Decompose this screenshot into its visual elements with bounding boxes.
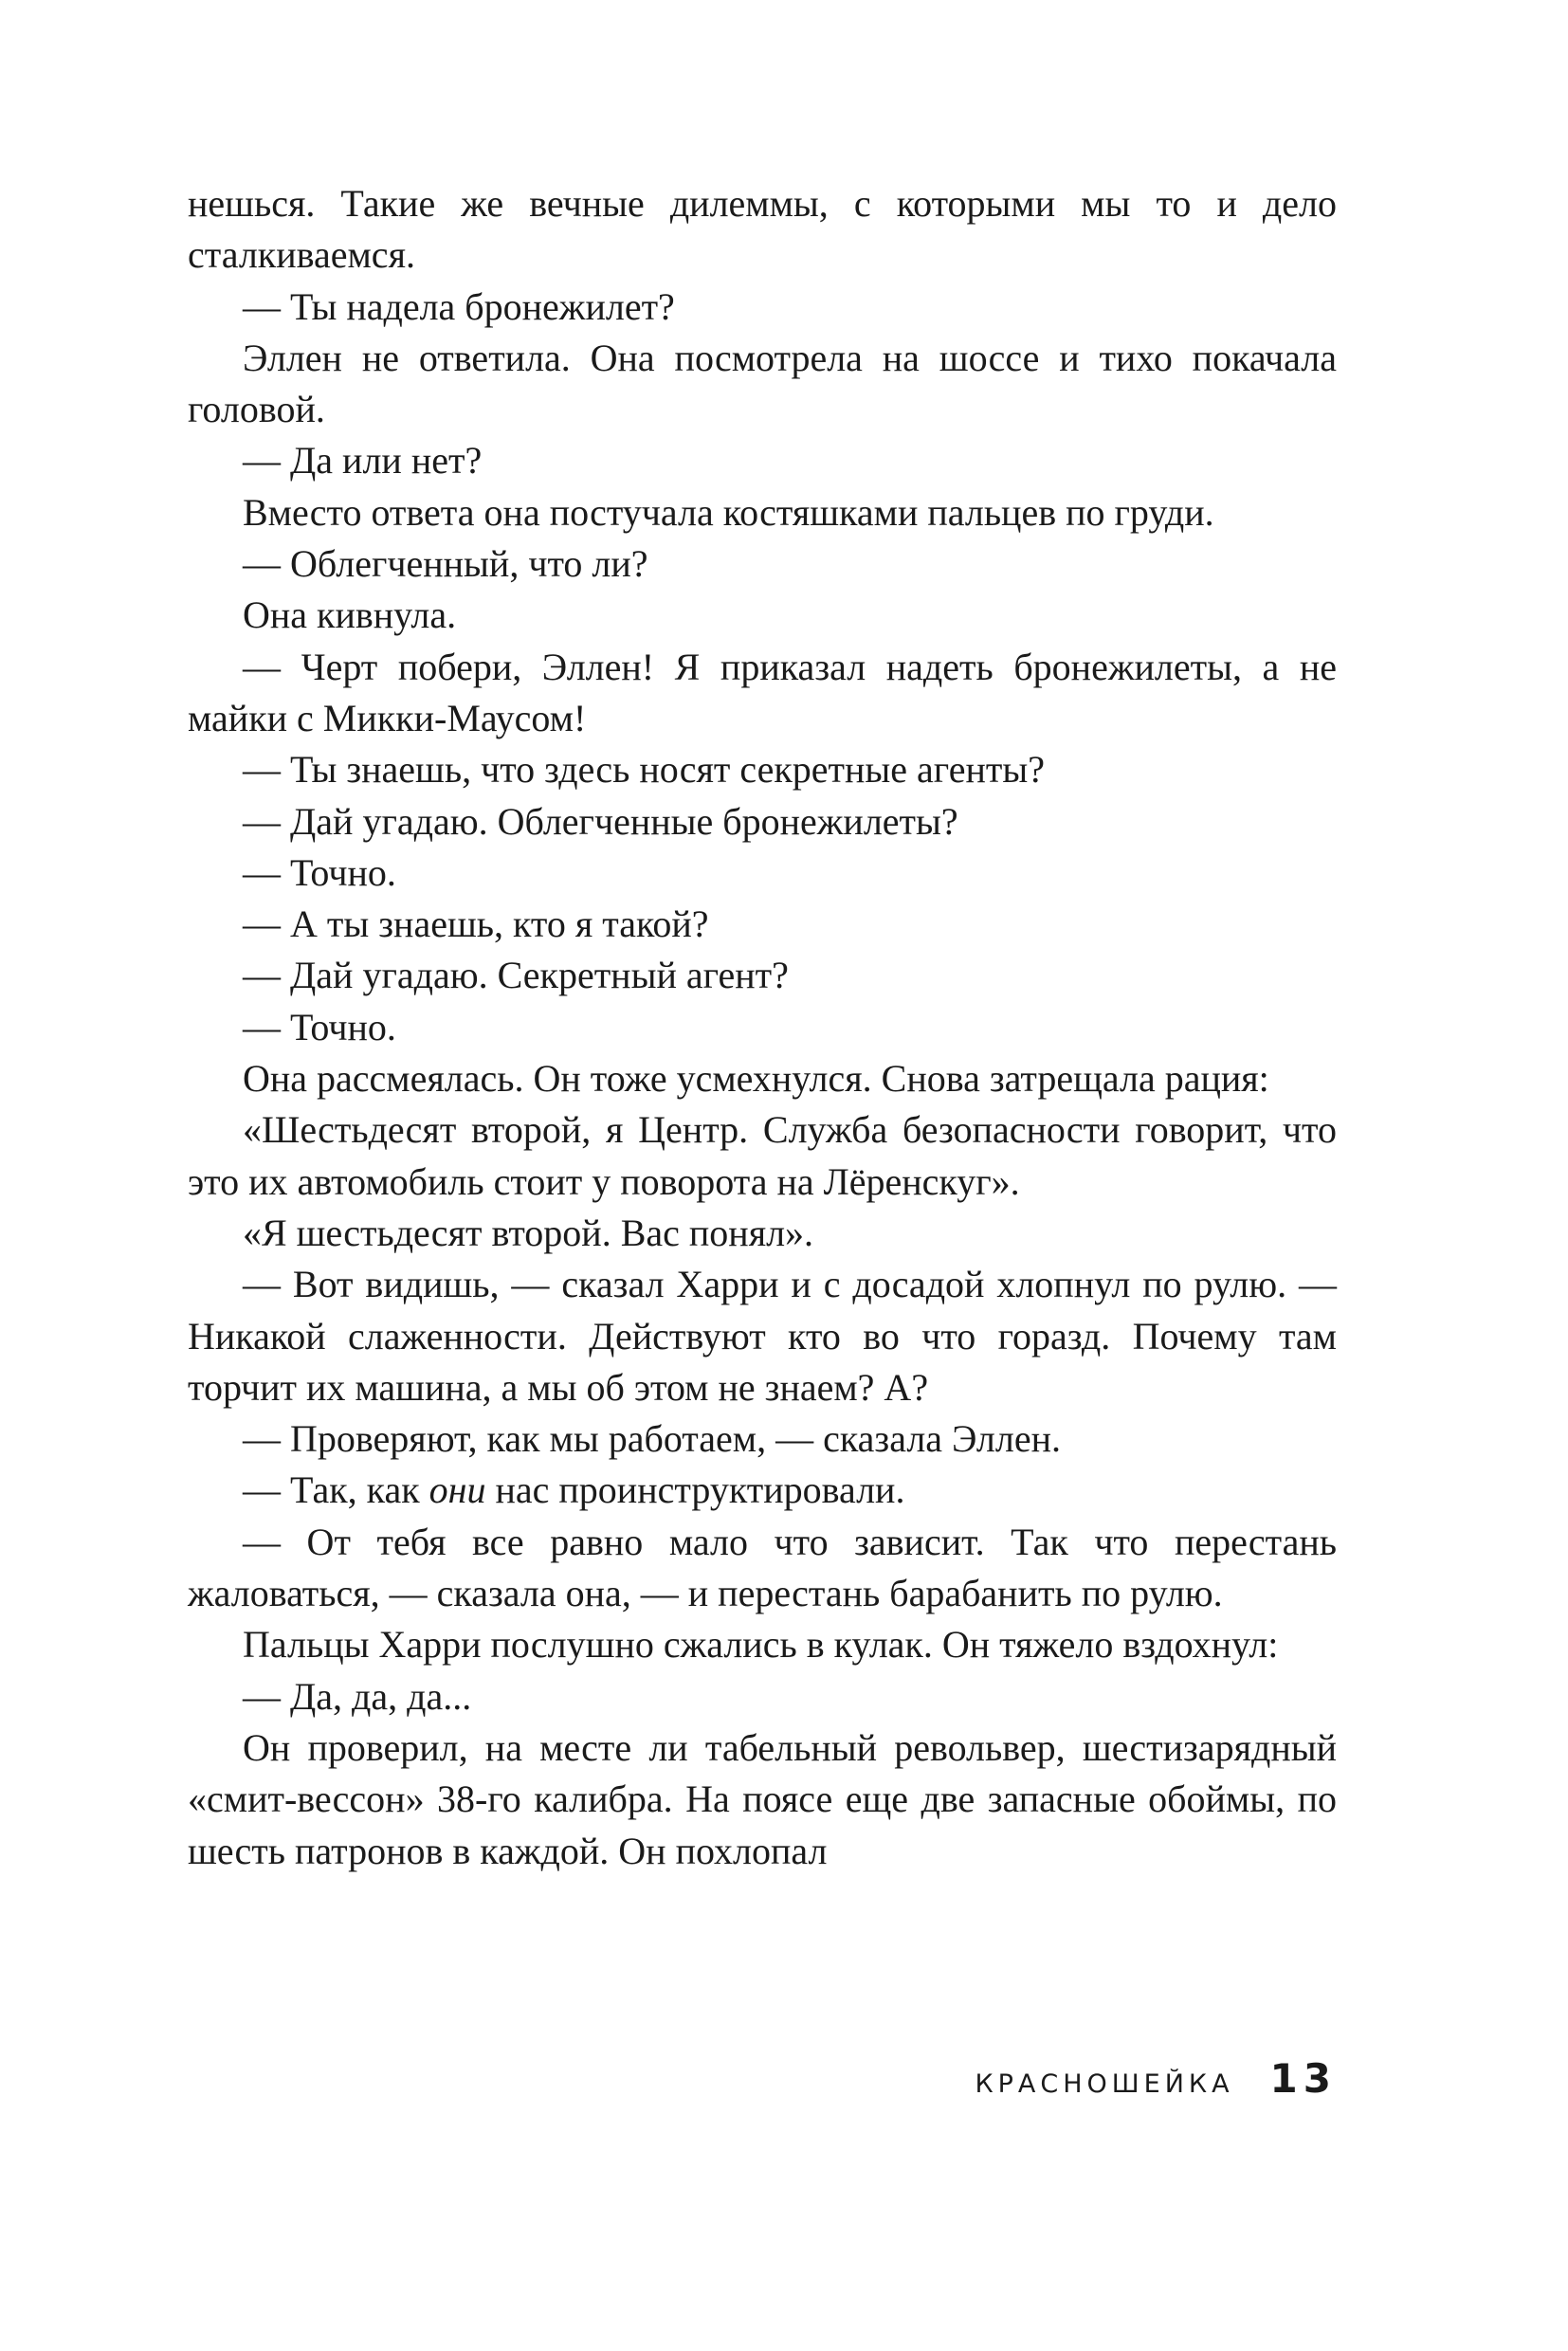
paragraph: Она кивнула.	[243, 593, 457, 637]
paragraph: «Шестьдесят второй, я Центр. Служба безопасности говорит, что это их автомобиль стоит у поворота на Лёренскуг».	[188, 1108, 1337, 1203]
paragraph: — Точно.	[243, 1005, 396, 1048]
paragraph: Он проверил, на месте ли табельный револьвер, шестизарядный «смит-вессон» 38-го калибра. На поясе еще две запасные обоймы, по шесть патронов в каждой. Он похлопал	[188, 1725, 1337, 1872]
paragraph: Пальцы Харри послушно сжались в кулак. Он тяжело вздохнул:	[243, 1623, 1279, 1667]
paragraph: — А ты знаешь, кто я такой?	[243, 902, 709, 946]
paragraph: — Точно.	[243, 850, 396, 894]
paragraph: — Дай угадаю. Облегченные бронежилеты?	[243, 799, 958, 843]
paragraph: — Да, да, да...	[243, 1674, 472, 1718]
paragraph: — Вот видишь, — сказал Харри и с досадой хлопнул по рулю. — Никакой слаженности. Действуют кто во что горазд. Почему там торчит их машина, а мы об этом не знаем? А?	[188, 1263, 1337, 1409]
paragraph: нешься. Такие же вечные дилеммы, с которыми мы то и дело сталкиваемся.	[188, 182, 1337, 277]
paragraph: «Я шестьдесят второй. Вас понял».	[243, 1211, 814, 1254]
page-footer	[975, 2055, 1337, 2103]
paragraph: Эллен не ответила. Она посмотрела на шоссе и тихо покачала головой.	[188, 336, 1337, 431]
running-head: КРАСНОШЕЙКА	[975, 2069, 1234, 2099]
paragraph: Она рассмеялась. Он тоже усмехнулся. Снова затрещала рация:	[243, 1057, 1269, 1101]
body-text	[188, 178, 1337, 1877]
paragraph: — Ты знаешь, что здесь носят секретные агенты?	[243, 748, 1045, 792]
paragraph: — Облегченный, что ли?	[243, 542, 648, 586]
paragraph: — Да или нет?	[243, 439, 483, 483]
emphasis: они	[428, 1468, 486, 1512]
paragraph: — Дай угадаю. Секретный агент?	[243, 954, 789, 997]
paragraph: — Проверяют, как мы работаем, — сказала Эллен.	[243, 1417, 1062, 1461]
paragraph: — От тебя все равно мало что зависит. Так что перестань жаловаться, — сказала она, — и перестань барабанить по рулю.	[188, 1520, 1337, 1615]
page-number: 13	[1269, 2055, 1337, 2102]
text-run: нас проинструктировали.	[485, 1468, 905, 1512]
text-run: — Так, как	[243, 1468, 429, 1512]
paragraph: — Ты надела бронежилет?	[243, 284, 675, 328]
paragraph	[188, 1465, 1337, 1516]
paragraph: Вместо ответа она постучала костяшками пальцев по груди.	[243, 490, 1214, 534]
paragraph: — Черт побери, Эллен! Я приказал надеть бронежилеты, а не майки с Микки-Маусом!	[188, 645, 1337, 739]
